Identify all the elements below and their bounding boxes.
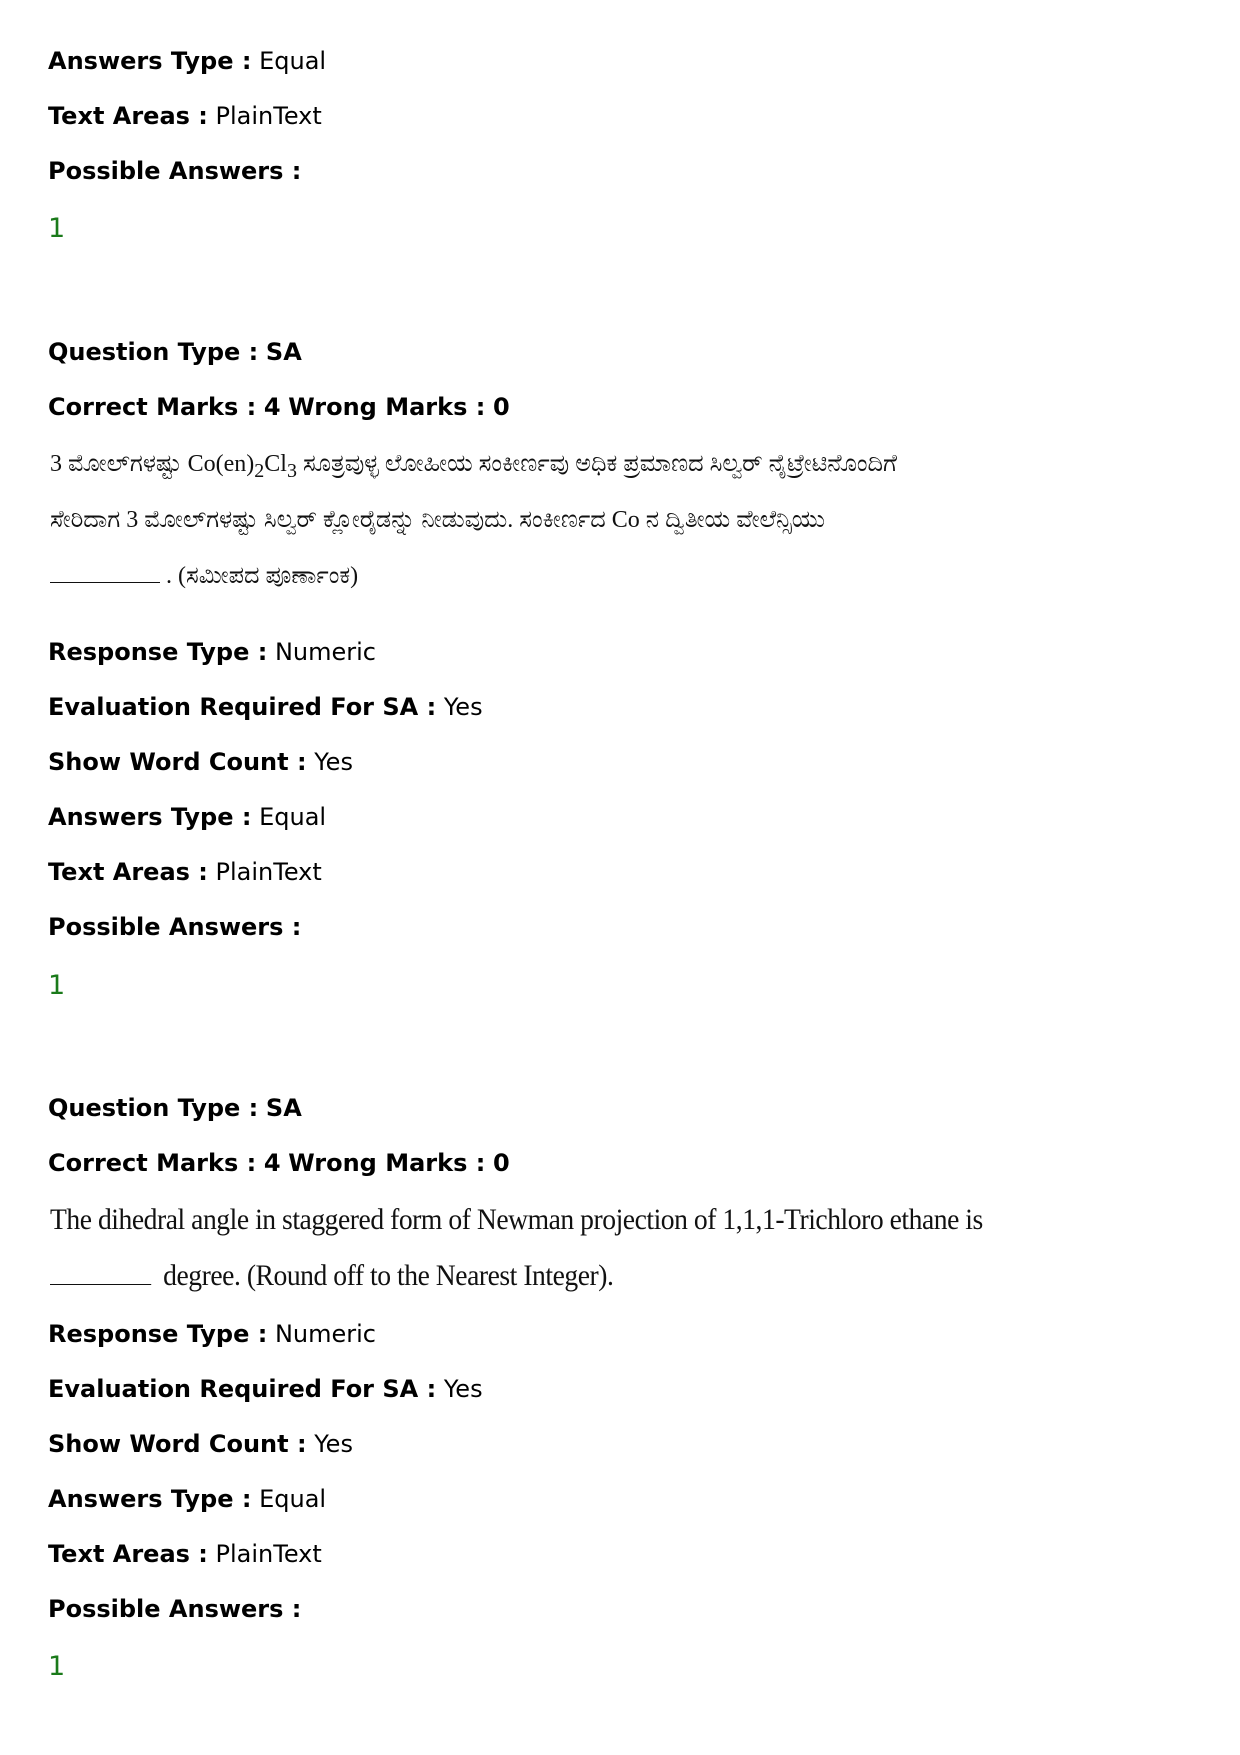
question-line-1: The dihedral angle in staggered form of Newman projection of 1,1,1-Trichloro ethane is — [50, 1203, 983, 1236]
evaluation-row — [48, 1374, 483, 1404]
question-type-label: Question Type : — [48, 1094, 259, 1122]
answers-type-label: Answers Type : — [48, 803, 252, 831]
text-areas-value: PlainText — [215, 858, 322, 886]
word-count-label: Show Word Count : — [48, 1430, 307, 1458]
question-text-kannada — [50, 436, 897, 604]
wrong-marks-value: 0 — [492, 1149, 510, 1177]
word-count-value: Yes — [314, 1430, 353, 1458]
question-type-value: SA — [265, 1094, 302, 1122]
possible-answers-label: Possible Answers : — [48, 913, 302, 941]
possible-answers-label: Possible Answers : — [48, 1595, 302, 1623]
text-areas-label: Text Areas : — [48, 1540, 208, 1568]
word-count-row — [48, 747, 353, 777]
text-areas-label: Text Areas : — [48, 858, 208, 886]
marks-row — [48, 1148, 510, 1178]
text-areas-label: Text Areas : — [48, 102, 208, 130]
word-count-label: Show Word Count : — [48, 748, 307, 776]
wrong-marks-value: 0 — [492, 393, 510, 421]
answers-type-value: Equal — [259, 803, 327, 831]
correct-marks-value: 4 — [263, 1149, 281, 1177]
answers-type-row — [48, 1484, 326, 1514]
question-type-row — [48, 337, 302, 367]
possible-answers-row — [48, 156, 301, 186]
wrong-marks-label: Wrong Marks : — [288, 393, 486, 421]
question-type-row — [48, 1093, 302, 1123]
response-type-value: Numeric — [274, 638, 376, 666]
answers-type-value: Equal — [259, 1485, 327, 1513]
word-count-row — [48, 1429, 353, 1459]
correct-marks-label: Correct Marks : — [48, 1149, 257, 1177]
response-type-value: Numeric — [274, 1320, 376, 1348]
correct-marks-value: 4 — [263, 393, 281, 421]
response-type-label: Response Type : — [48, 638, 268, 666]
wrong-marks-label: Wrong Marks : — [288, 1149, 486, 1177]
response-type-row — [48, 637, 376, 667]
text-areas-value: PlainText — [215, 1540, 322, 1568]
evaluation-label: Evaluation Required For SA : — [48, 1375, 437, 1403]
question-line-1: 3 ಮೋಲ್‌ಗಳಷ್ಟು $Co(en)_2Cl_3$ ಸೂತ್ರವುಳ್ಳ ಲೋಹೀಯ ಸಂಕೀರ್ಣವು ಅಧಿಕ ಪ್ರಮಾಣದ ಸಿಲ್ವರ್ ನೈಟ್ರೇಟಿನೊಂದಿಗೆ — [50, 451, 897, 482]
question-line-2: ಸೇರಿದಾಗ 3 ಮೋಲ್‌ಗಳಷ್ಟು ಸಿಲ್ವರ್ ಕ್ಲೋರೈಡನ್ನು ನೀಡುವುದು. ಸಂಕೀರ್ಣದ Co ನ ದ್ವಿತೀಯ ವೇಲೆನ್ಸಿಯು — [50, 507, 826, 533]
possible-answer-value: 1 — [48, 1651, 66, 1682]
question-type-label: Question Type : — [48, 338, 259, 366]
response-type-label: Response Type : — [48, 1320, 268, 1348]
possible-answer-value: 1 — [48, 213, 66, 244]
evaluation-label: Evaluation Required For SA : — [48, 693, 437, 721]
question-line-3: . (ಸಮೀಪದ ಪೂರ್ಣಾಂಕ) — [50, 548, 897, 604]
answers-type-label: Answers Type : — [48, 47, 252, 75]
possible-answers-row — [48, 912, 301, 942]
word-count-value: Yes — [314, 748, 353, 776]
possible-answers-row — [48, 1594, 301, 1624]
text-areas-row — [48, 857, 322, 887]
response-type-row — [48, 1319, 376, 1349]
answers-type-value: Equal — [259, 47, 327, 75]
possible-answer-value: 1 — [48, 970, 66, 1001]
answers-type-label: Answers Type : — [48, 1485, 252, 1513]
evaluation-row — [48, 692, 483, 722]
answer-blank — [50, 1260, 151, 1285]
evaluation-value: Yes — [443, 1375, 483, 1403]
text-areas-value: PlainText — [215, 102, 322, 130]
correct-marks-label: Correct Marks : — [48, 393, 257, 421]
question-text-english — [50, 1192, 983, 1304]
marks-row — [48, 392, 510, 422]
question-line-2: degree. (Round off to the Nearest Integer). — [50, 1248, 983, 1304]
evaluation-value: Yes — [443, 693, 483, 721]
question-type-value: SA — [265, 338, 302, 366]
answers-type-row — [48, 46, 326, 76]
text-areas-row — [48, 101, 322, 131]
text-areas-row — [48, 1539, 322, 1569]
possible-answers-label: Possible Answers : — [48, 157, 302, 185]
answers-type-row — [48, 802, 326, 832]
answer-blank — [50, 558, 160, 583]
